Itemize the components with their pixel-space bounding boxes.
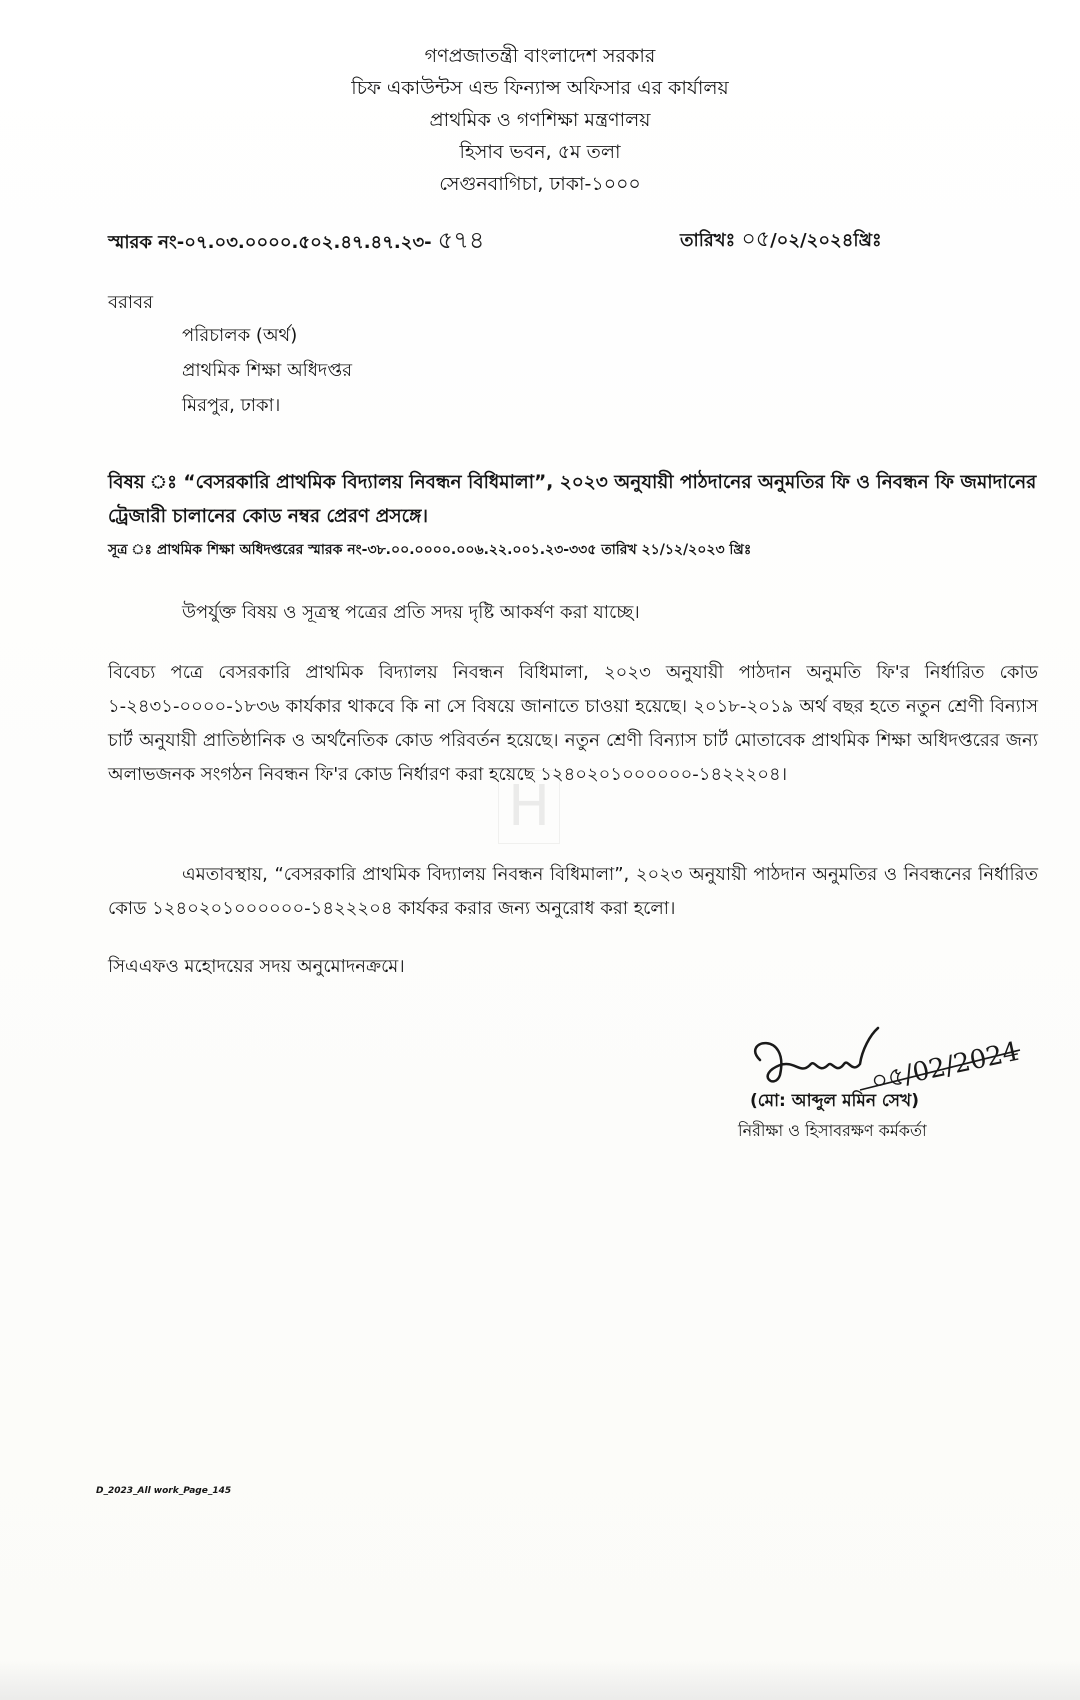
- recipient-line: প্রাথমিক শিক্ষা অধিদপ্তর: [182, 360, 353, 381]
- memo-date-rest: /০২/২০২৪খ্রিঃ: [770, 230, 882, 251]
- header-ministry: প্রাথমিক ও গণশিক্ষা মন্ত্রণালয়: [429, 109, 651, 131]
- header-government: গণপ্রজাতন্ত্রী বাংলাদেশ সরকার: [424, 45, 656, 67]
- signatory-designation: নিরীক্ষা ও হিসাবরক্ষণ কর্মকর্তা: [738, 1121, 927, 1140]
- signature-date: ০৫/02/2024: [868, 1036, 1022, 1098]
- body-paragraph-4: সিএএফও মহোদয়ের সদয় অনুমোদনক্রমে।: [108, 956, 405, 977]
- memo-date: [680, 222, 882, 259]
- memo-reference: [108, 222, 484, 262]
- header-office: চিফ একাউন্টস এন্ড ফিন্যান্স অফিসার এর কার্যালয়: [351, 77, 729, 99]
- recipient-address: [182, 318, 352, 423]
- source-reference: সূত্র ঃ প্রাথমিক শিক্ষা অধিদপ্তরের স্মারক নং-৩৮.০০.০০০০.০০৬.২২.০০১.২৩-৩৩৫ তারিখ ২১/১২/২০২৩ খ্রিঃ: [108, 542, 752, 558]
- memo-reference-handwritten: ৫৭৪: [437, 226, 485, 254]
- memo-date-label: তারিখঃ: [680, 230, 736, 251]
- signatory-name: (মো: আব্দুল মমিন সেখ): [750, 1091, 919, 1111]
- recipient-line: পরিচালক (অর্থ): [182, 325, 298, 346]
- page-bottom-edge: [0, 1660, 1080, 1700]
- body-paragraph-1: উপর্যুক্ত বিষয় ও সূত্রস্থ পত্রের প্রতি সদয় দৃষ্টি আকর্ষণ করা যাচ্ছে।: [182, 602, 640, 623]
- subject-line: বিষয় ঃ “বেসরকারি প্রাথমিক বিদ্যালয় নিবন্ধন বিধিমালা”, ২০২৩ অনুযায়ী পাঠদানের অনুমতির ফি ও নিবন্ধন ফি জমাদানের ট্রেজারী চালানের কোড নম্বর প্রেরণ প্রসঙ্গে।: [108, 472, 1037, 527]
- memo-reference-label: স্মারক নং-০৭.০৩.০০০০.৫০২.৪৭.৪৭.২৩-: [108, 232, 432, 253]
- footer-file-tag: D_2023_All work_Page_145: [96, 1486, 232, 1496]
- header-address: সেগুনবাগিচা, ঢাকা-১০০০: [439, 173, 641, 195]
- recipient-line: মিরপুর, ঢাকা।: [182, 395, 281, 416]
- memo-date-handwritten: ০৫: [741, 227, 771, 252]
- body-paragraph-2: বিবেচ্য পত্রে বেসরকারি প্রাথমিক বিদ্যালয় নিবন্ধন বিধিমালা, ২০২৩ অনুযায়ী পাঠদান অনুমতি ফি'র নির্ধারিত কোড ১-২৪৩১-০০০০-১৮৩৬ কার্যকার থাকবে কি না সে বিষয়ে জানাতে চাওয়া হয়েছে। ২০১৮-২০১৯ অর্থ বছর হতে নতুন শ্রেণী বিন্যাস চার্ট অনুযায়ী প্রাতিষ্ঠানিক ও অর্থনৈতিক কোড পরিবর্তন হয়েছে। নতুন শ্রেণী বিন্যাস চার্ট মোতাবেক প্রাথমিক শিক্ষা অধিদপ্তরের জন্য অলাভজনক সংগঠন নিবন্ধন ফি'র কোড নির্ধারণ করা হয়েছে ১২৪০২০১০০০০০০-১৪২২২০৪।: [108, 662, 1038, 785]
- header-building: হিসাব ভবন, ৫ম তলা: [459, 141, 621, 163]
- body-paragraph-3: এমতাবস্থায়, “বেসরকারি প্রাথমিক বিদ্যালয় নিবন্ধন বিধিমালা”, ২০২৩ অনুযায়ী পাঠদান অনুমতির ও নিবন্ধনের নির্ধারিত কোড ১২৪০২০১০০০০০০-১৪২২২০৪ কার্যকর করার জন্য অনুরোধ করা হলো।: [108, 864, 1038, 919]
- watermark-logo: H: [498, 770, 560, 844]
- recipient-salutation: বরাবর: [108, 292, 154, 313]
